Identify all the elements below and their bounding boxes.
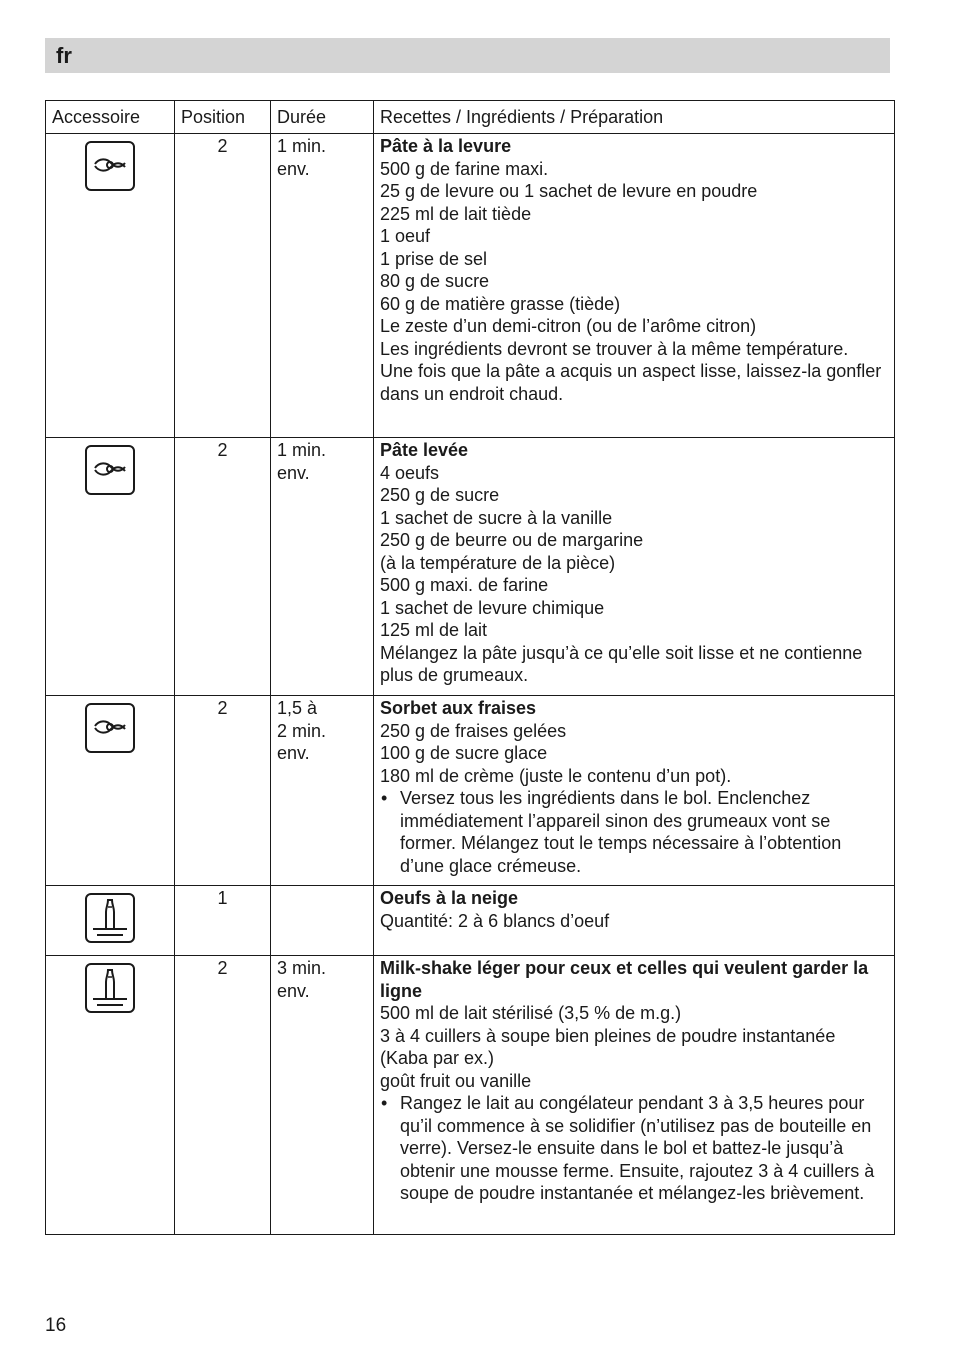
column-header-position: Position [175,101,271,134]
column-header-accessory: Accessoire [46,101,175,134]
duration-line: 3 min. [277,958,327,978]
ingredient-line: 100 g de sucre glace [380,743,548,763]
ingredient-line: Une fois que la pâte a acquis un aspect lisse, laissez-la gonfler dans un endroit chaud. [380,361,882,404]
duration-cell [271,134,374,438]
recipe-cell [374,886,895,956]
ingredient-line: 500 g de farine maxi. [380,158,549,179]
ingredient-line: 180 ml de crème (juste le contenu d’un pot). [380,765,732,786]
ingredient-line: 1 sachet de levure chimique [380,597,605,618]
duration-line: 1 min. [277,440,327,460]
accessory-cell [46,134,175,438]
duration-line: 2 min. [277,720,327,741]
ingredient-line: 250 g de sucre [380,485,500,505]
ingredient-line: Les ingrédients devront se trouver à la même température. [380,338,849,359]
ingredient-line: 80 g de sucre [380,271,490,291]
duration-line: env. [277,743,310,763]
recipe-title: Pâte à la levure [380,136,512,156]
recipe-cell [374,696,895,886]
blade-icon [85,141,135,191]
ingredient-line: 1 sachet de sucre à la vanille [380,507,613,528]
table-header-row [46,101,895,134]
recipe-cell [374,134,895,438]
recipe-cell [374,438,895,696]
ingredient-line: 225 ml de lait tiède [380,203,532,224]
ingredient-line: 500 ml de lait stérilisé (3,5 % de m.g.) [380,1003,682,1023]
duration-cell [271,696,374,886]
whisk-disc-icon [85,893,135,943]
recipe-title: Sorbet aux fraises [380,698,537,718]
ingredient-line: 4 oeufs [380,462,440,483]
table-row [46,438,895,696]
column-header-duration: Durée [271,101,374,134]
recipe-table [45,100,895,1235]
recipe-cell [374,956,895,1235]
ingredient-line: 250 g de fraises gelées [380,720,567,741]
whisk-disc-icon [85,963,135,1013]
accessory-cell [46,696,175,886]
ingredient-line: (à la température de la pièce) [380,552,616,573]
ingredient-line: goût fruit ou vanille [380,1070,532,1091]
table-row [46,956,895,1235]
position-cell: 2 [175,438,271,696]
ingredient-line: Le zeste d’un demi-citron (ou de l’arôme citron) [380,316,757,336]
ingredient-line: 500 g maxi. de farine [380,575,549,595]
blade-icon [85,445,135,495]
accessory-cell [46,886,175,956]
accessory-cell [46,438,175,696]
position-cell: 2 [175,696,271,886]
table-row [46,134,895,438]
page-number: 16 [45,1315,67,1336]
position-cell: 2 [175,134,271,438]
ingredient-line: 25 g de levure ou 1 sachet de levure en poudre [380,181,758,201]
duration-line: env. [277,462,310,483]
column-header-recipe: Recettes / Ingrédients / Préparation [374,101,895,134]
ingredient-line: Quantité: 2 à 6 blancs d’oeuf [380,910,610,931]
duration-line: env. [277,158,310,179]
language-code: fr [56,43,72,68]
duration-cell [271,438,374,696]
recipe-title: Pâte levée [380,440,469,460]
position-cell: 2 [175,956,271,1235]
recipe-title: Oeufs à la neige [380,888,519,908]
duration-line: 1 min. [277,136,327,156]
table-row [46,696,895,886]
duration-cell [271,956,374,1235]
recipe-title: Milk-shake léger pour ceux et celles qui veulent garder la ligne [380,958,869,1001]
instruction-bullet: • Versez tous les ingrédients dans le bol. Enclenchez immédiatement l’appareil sinon des grumeaux vont se former. Mélangez tout le temps nécessaire à l’obtention d’une glace crémeuse. [380,787,886,877]
blade-icon [85,703,135,753]
instruction-bullet: • Rangez le lait au congélateur pendant 3 à 3,5 heures pour qu’il commence à se solidifier (n’utilisez pas de bouteille en verre). Versez-le ensuite dans le bol et battez-le jusqu’à obtenir une mousse ferme. Ensuite, rajoutez 3 à 4 cuillers à soupe de poudre instantanée et mélangez-les brièvement. [380,1092,886,1205]
ingredient-line: 60 g de matière grasse (tiède) [380,293,621,314]
duration-cell [271,886,374,956]
table-row [46,886,895,956]
position-cell: 1 [175,886,271,956]
ingredient-line: 125 ml de lait [380,620,488,640]
duration-line: 1,5 à [277,698,318,718]
ingredient-line: 1 oeuf [380,226,431,246]
language-header-bar [45,38,890,73]
ingredient-line: 250 g de beurre ou de margarine [380,530,644,550]
ingredient-line: 3 à 4 cuillers à soupe bien pleines de poudre instantanée (Kaba par ex.) [380,1025,836,1068]
ingredient-line: Mélangez la pâte jusqu’à ce qu’elle soit lisse et ne contienne plus de grumeaux. [380,642,863,685]
duration-line: env. [277,980,310,1001]
accessory-cell [46,956,175,1235]
ingredient-line: 1 prise de sel [380,248,488,269]
